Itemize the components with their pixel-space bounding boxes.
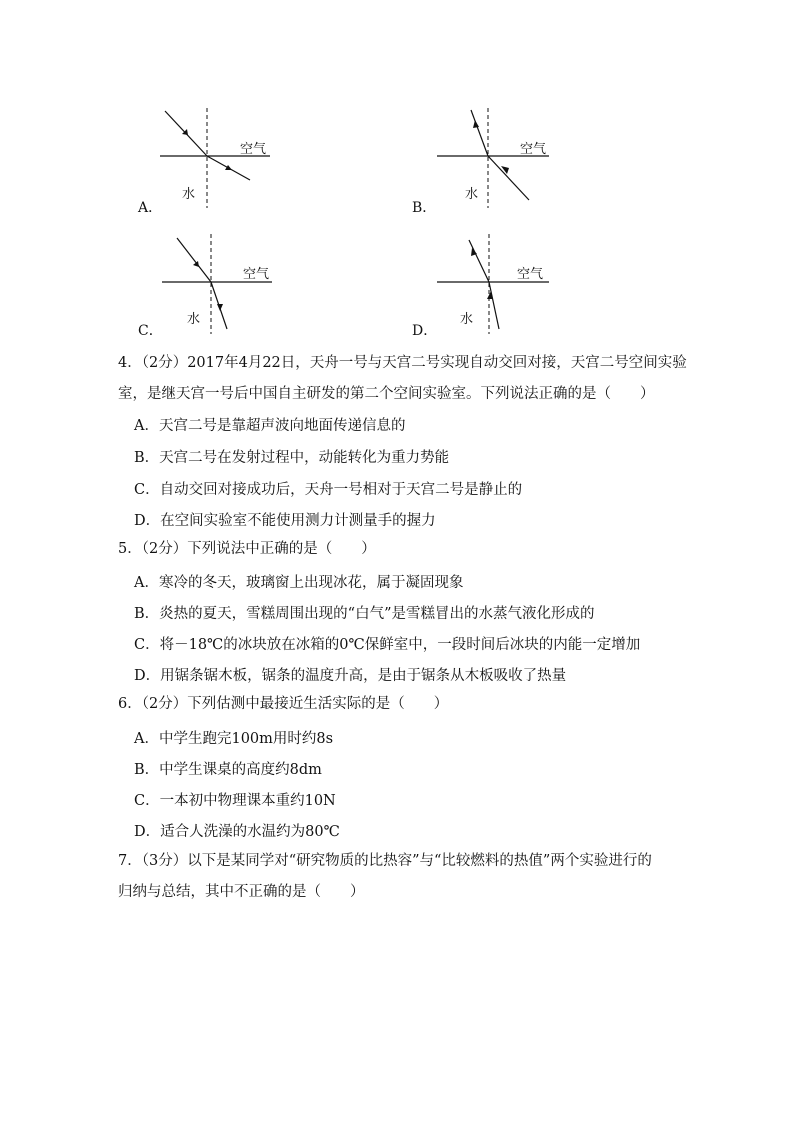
question-7-stem-line-2: 归纳与总结，其中不正确的是（ ）	[118, 884, 365, 900]
diagram-c	[162, 234, 272, 334]
question-6-stem: 6．（2分）下列估测中最接近生活实际的是（ ）	[118, 696, 449, 712]
diagram-c-letter: C．	[138, 323, 163, 339]
diagram-c-air-label: 空气	[243, 267, 270, 282]
question-6-option-d: D．适合人洗澡的水温约为80℃	[134, 824, 340, 840]
question-6-option-b: B．中学生课桌的高度约8dm	[134, 762, 322, 778]
diagram-a-figure	[160, 108, 270, 208]
question-5-option-a: A．寒冷的冬天，玻璃窗上出现冰花，属于凝固现象	[134, 575, 464, 591]
diagram-a-water-label: 水	[182, 187, 196, 202]
question-4-stem-line-2: 室，是继天宫一号后中国自主研发的第二个空间实验室。下列说法正确的是（ ）	[118, 386, 655, 402]
diagram-a	[160, 108, 270, 208]
question-4-option-b: B．天宫二号在发射过程中，动能转化为重力势能	[134, 450, 450, 466]
diagram-d-air-label: 空气	[517, 267, 544, 282]
question-6-option-a: A．中学生跑完100m用时约8s	[134, 731, 334, 747]
diagram-b-letter: B．	[412, 200, 437, 216]
diagram-d	[437, 234, 549, 334]
question-4-option-d: D．在空间实验室不能使用测力计测量手的握力	[134, 513, 436, 529]
diagram-c-figure	[162, 234, 272, 334]
question-4-option-c: C．自动交回对接成功后，天舟一号相对于天宫二号是静止的	[134, 482, 523, 498]
question-4-option-a: A．天宫二号是靠超声波向地面传递信息的	[134, 418, 406, 434]
question-5-option-c: C．将－18℃的冰块放在冰箱的0℃保鲜室中，一段时间后冰块的内能一定增加	[134, 637, 641, 653]
question-5-option-d: D．用锯条锯木板，锯条的温度升高，是由于锯条从木板吸收了热量	[134, 668, 567, 684]
question-4-stem-line-1: 4．（2分）2017年4月22日，天舟一号与天宫二号实现自动交回对接，天宫二号空间实验	[118, 355, 687, 371]
diagram-b	[437, 108, 549, 208]
diagram-d-letter: D．	[412, 323, 438, 339]
question-7-stem-line-1: 7．（3分）以下是某同学对“研究物质的比热容”与“比较燃料的热值”两个实验进行的	[118, 853, 652, 869]
diagram-d-figure	[437, 234, 549, 334]
diagram-b-figure	[437, 108, 549, 208]
diagram-a-letter: A．	[138, 200, 163, 216]
diagram-a-air-label: 空气	[240, 142, 267, 157]
question-6-option-c: C．一本初中物理课本重约10N	[134, 793, 336, 809]
diagram-d-water-label: 水	[460, 312, 474, 327]
question-5-stem: 5．（2分）下列说法中正确的是（ ）	[118, 541, 376, 557]
diagram-b-air-label: 空气	[520, 142, 547, 157]
diagram-c-water-label: 水	[187, 312, 201, 327]
diagram-b-water-label: 水	[465, 187, 479, 202]
question-5-option-b: B．炎热的夏天，雪糕周围出现的“白气”是雪糕冒出的水蒸气液化形成的	[134, 606, 595, 622]
